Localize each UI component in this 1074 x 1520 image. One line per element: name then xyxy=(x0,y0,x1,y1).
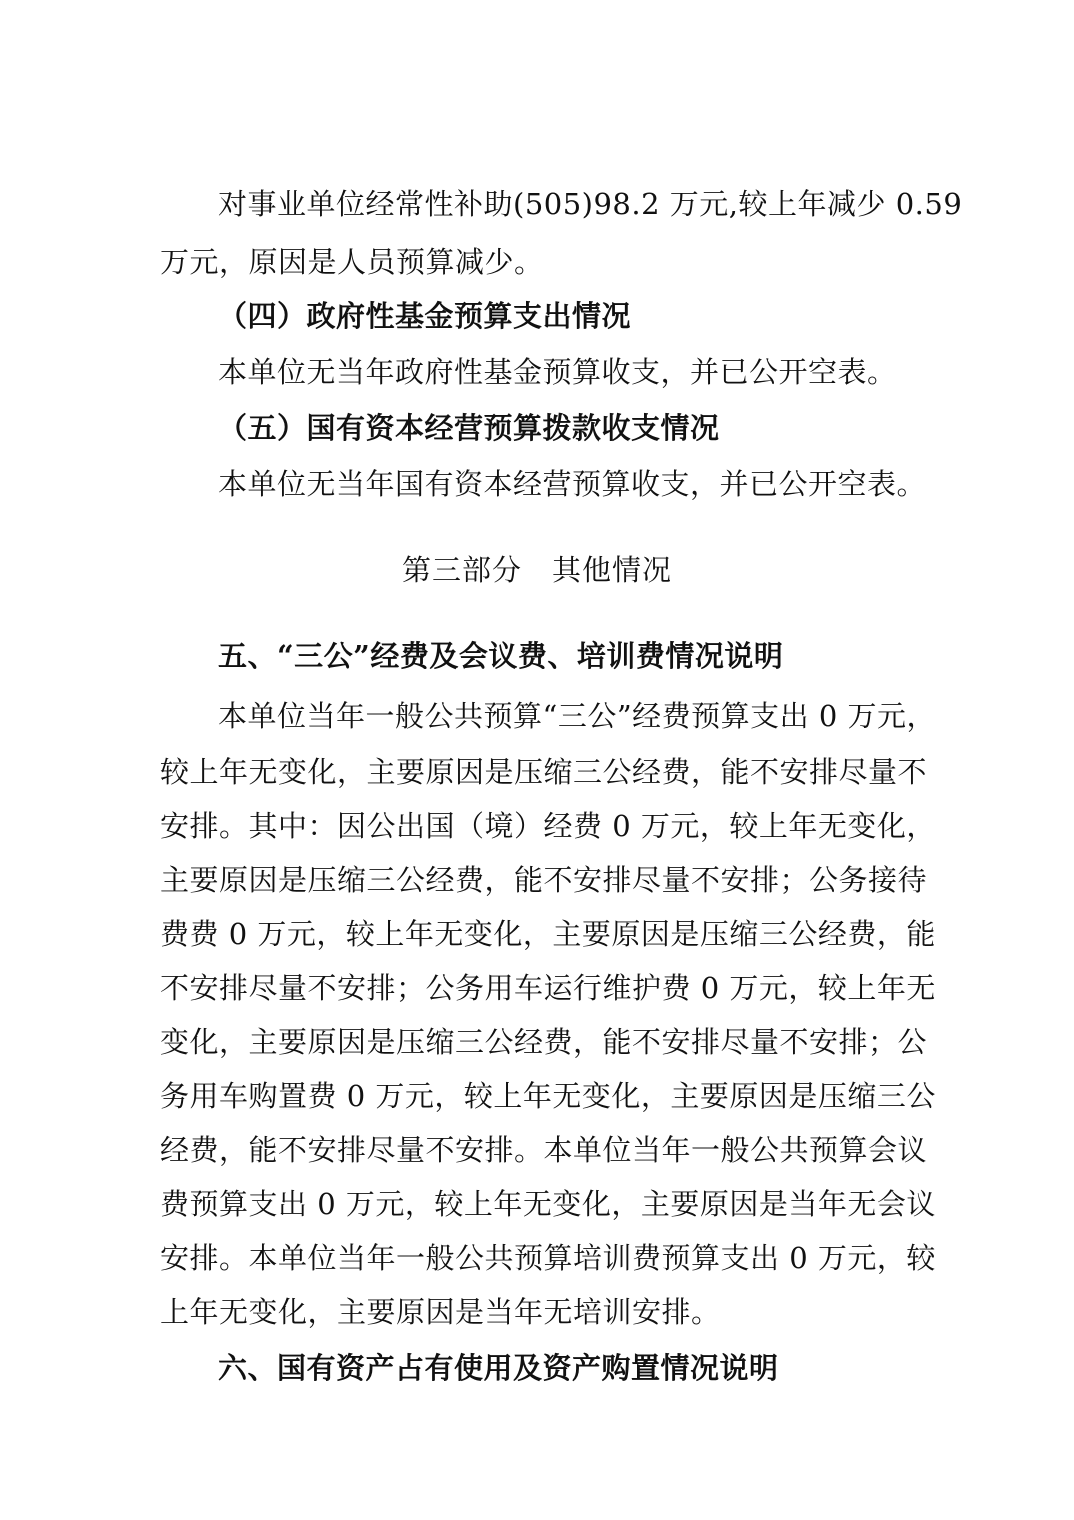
paragraph-line: 对事业单位经常性补助(505)98.2 万元,较上年减少 0.59 xyxy=(218,187,963,221)
paragraph-line: 本单位无当年政府性基金预算收支，并已公开空表。 xyxy=(218,355,897,389)
paragraph-line: 万元，原因是人员预算减少。 xyxy=(160,245,544,279)
paragraph-line: 较上年无变化，主要原因是压缩三公经费，能不安排尽量不 xyxy=(160,755,928,789)
paragraph-line: 安排。其中：因公出国（境）经费 0 万元，较上年无变化， xyxy=(160,809,936,843)
heading-three-public-expenses: 五、“三公”经费及会议费、培训费情况说明 xyxy=(218,639,784,673)
paragraph-line: 经费，能不安排尽量不安排。本单位当年一般公共预算会议 xyxy=(160,1133,928,1167)
paragraph-line: 主要原因是压缩三公经费，能不安排尽量不安排；公务接待 xyxy=(160,863,928,897)
paragraph-line: 上年无变化，主要原因是当年无培训安排。 xyxy=(160,1295,721,1329)
paragraph-line: 变化，主要原因是压缩三公经费，能不安排尽量不安排；公 xyxy=(160,1025,928,1059)
paragraph-line: 务用车购置费 0 万元，较上年无变化，主要原因是压缩三公 xyxy=(160,1079,936,1113)
subheading-government-fund: （四）政府性基金预算支出情况 xyxy=(218,299,632,333)
paragraph-line: 不安排尽量不安排；公务用车运行维护费 0 万元，较上年无 xyxy=(160,971,936,1005)
subheading-state-capital: （五）国有资本经营预算拨款收支情况 xyxy=(218,411,720,445)
paragraph-line: 本单位无当年国有资本经营预算收支，并已公开空表。 xyxy=(218,467,927,501)
paragraph-line: 费预算支出 0 万元，较上年无变化，主要原因是当年无会议 xyxy=(160,1187,936,1221)
paragraph-line: 费费 0 万元，较上年无变化，主要原因是压缩三公经费，能 xyxy=(160,917,936,951)
section-title: 第三部分 其他情况 xyxy=(401,553,672,587)
paragraph-line: 本单位当年一般公共预算“三公”经费预算支出 0 万元， xyxy=(218,699,937,733)
paragraph-line: 安排。本单位当年一般公共预算培训费预算支出 0 万元，较 xyxy=(160,1241,936,1275)
heading-state-assets: 六、国有资产占有使用及资产购置情况说明 xyxy=(218,1351,779,1385)
